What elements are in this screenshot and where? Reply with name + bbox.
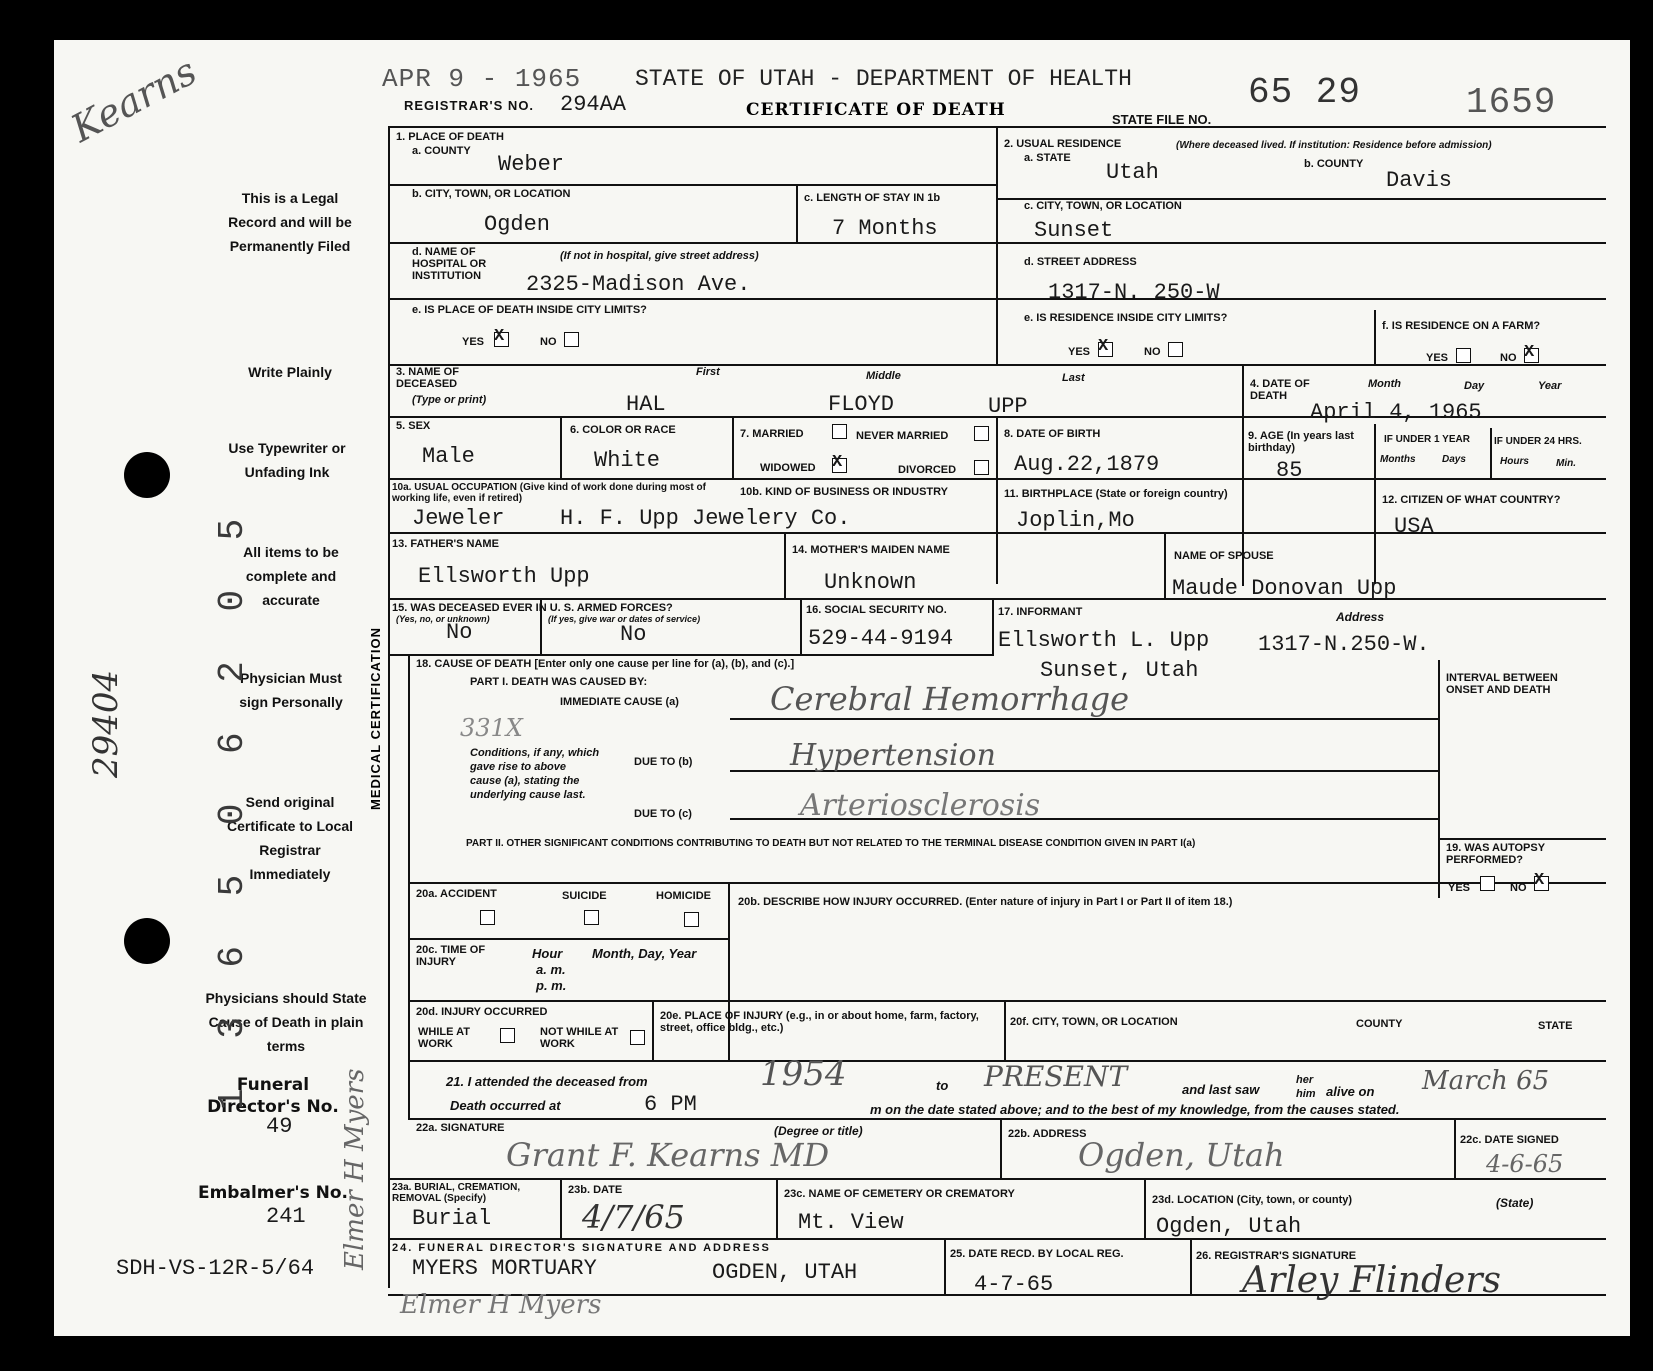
- punch-hole-top: [124, 452, 170, 498]
- file-no-b: 1659: [1466, 82, 1557, 123]
- date-of-death: April 4, 1965: [1310, 400, 1482, 425]
- death-inside-yes-checkbox: X: [494, 332, 509, 347]
- margin-typewriter-note: Use Typewriter or Unfading Ink: [228, 440, 346, 480]
- armed-forces: No: [446, 620, 473, 645]
- while-at-work-checkbox: [500, 1028, 515, 1043]
- margin-legal-note: This is a Legal Record and will be Permanently Filed: [228, 190, 352, 254]
- residence-inside-no-checkbox: [1168, 342, 1183, 357]
- margin-write-note: Write Plainly: [248, 364, 332, 380]
- date-received: 4-7-65: [974, 1272, 1054, 1297]
- disposition-type: Burial: [412, 1206, 492, 1231]
- occupation: Jeweler: [412, 506, 505, 531]
- due-to-b: Hypertension: [790, 738, 996, 773]
- cemetery-location: Ogden, Utah: [1156, 1214, 1302, 1239]
- autopsy-yes-checkbox: [1480, 876, 1495, 891]
- last-seen-alive: March 65: [1422, 1066, 1550, 1096]
- punch-hole-bottom: [124, 918, 170, 964]
- physician-address: Ogden, Utah: [1078, 1136, 1285, 1174]
- margin-send-note: Send original Certificate to Local Registrar Immediately: [226, 794, 354, 882]
- hospital-address: 2325-Madison Ave.: [526, 272, 751, 297]
- embalmer-signature: Elmer H Myers: [340, 1068, 370, 1270]
- state-title: STATE OF UTAH - DEPARTMENT OF HEALTH: [635, 66, 1132, 92]
- immediate-cause: Cerebral Hemorrhage: [770, 680, 1130, 718]
- not-at-work-checkbox: [630, 1030, 645, 1045]
- residence-street: 1317-N. 250-W: [1048, 280, 1220, 305]
- residence-label: 2. USUAL RESIDENCE: [1004, 138, 1122, 150]
- registrar-no: 294AA: [560, 92, 627, 117]
- funeral-home: MYERS MORTUARY: [412, 1256, 597, 1281]
- attended-to: PRESENT: [984, 1060, 1128, 1093]
- deceased-name-label: 3. NAME OF DECEASED: [396, 366, 459, 390]
- informant-name: Ellsworth L. Upp: [998, 628, 1210, 653]
- spouse-name: Maude Donovan Upp: [1172, 576, 1397, 601]
- embalmer-no: 241: [266, 1204, 306, 1229]
- residence-city: Sunset: [1034, 218, 1114, 243]
- cemetery-name: Mt. View: [798, 1210, 904, 1235]
- funeral-director-signature: Elmer H Myers: [400, 1290, 602, 1320]
- medical-certification-label: MEDICAL CERTIFICATION: [368, 626, 383, 810]
- never-married-checkbox: [974, 426, 989, 441]
- registrar-signature: Arley Flinders: [1242, 1260, 1502, 1301]
- due-to-c: Arteriosclerosis: [800, 788, 1041, 823]
- birthplace: Joplin,Mo: [1016, 508, 1135, 533]
- registrar-label: REGISTRAR'S NO.: [404, 98, 535, 113]
- disposition-date: 4/7/65: [582, 1198, 685, 1236]
- margin-items-note: All items to be complete and accurate: [243, 544, 339, 608]
- deceased-middle-name: FLOYD: [828, 392, 895, 417]
- accident-checkbox: [480, 910, 495, 925]
- citizenship: USA: [1394, 514, 1434, 539]
- death-inside-no-checkbox: [564, 332, 579, 347]
- farm-yes-checkbox: [1456, 348, 1471, 363]
- margin-physician-note: Physician Must sign Personally: [239, 670, 343, 710]
- date-stamp: APR 9 - 1965: [382, 64, 582, 94]
- certificate-title: CERTIFICATE OF DEATH: [746, 100, 1006, 120]
- father-name: Ellsworth Upp: [418, 564, 590, 589]
- vertical-handwritten-number: 29404: [86, 669, 126, 778]
- sex: Male: [422, 444, 475, 469]
- informant-city: Sunset, Utah: [1040, 658, 1199, 683]
- mother-maiden-name: Unknown: [824, 570, 917, 595]
- business: H. F. Upp Jewelery Co.: [560, 506, 851, 531]
- social-security-no: 529-44-9194: [808, 626, 954, 651]
- death-city: Ogden: [484, 212, 551, 237]
- length-of-stay: 7 Months: [832, 216, 938, 241]
- margin-handwritten-name: Kearns: [64, 48, 204, 151]
- informant-address: 1317-N.250-W.: [1258, 632, 1430, 657]
- form-number: SDH-VS-12R-5/64: [116, 1256, 315, 1281]
- autopsy-no-checkbox: X: [1534, 876, 1549, 891]
- time-of-death: 6 PM: [644, 1092, 697, 1117]
- war-service: No: [620, 622, 647, 647]
- date-of-birth: Aug.22,1879: [1014, 452, 1160, 477]
- vertical-stamp-number: 1 3 6 5 0 6 2 0 5: [212, 504, 253, 1110]
- suicide-checkbox: [584, 910, 599, 925]
- state-file-label: STATE FILE NO.: [1112, 112, 1212, 127]
- widowed-checkbox: X: [832, 458, 847, 473]
- place-of-death-label: 1. PLACE OF DEATH: [396, 131, 504, 143]
- funeral-director-no: 49: [266, 1114, 293, 1139]
- age: 85: [1276, 458, 1303, 483]
- embalmer-label: Embalmer's No.: [197, 1183, 349, 1203]
- divorced-checkbox: [974, 460, 989, 475]
- form-left-border: [388, 126, 390, 1288]
- physician-signature: Grant F. Kearns MD: [506, 1136, 830, 1174]
- race: White: [594, 448, 661, 473]
- residence-inside-yes-checkbox: X: [1098, 342, 1113, 357]
- residence-state: Utah: [1106, 160, 1159, 185]
- cause-code: 331X: [460, 714, 523, 742]
- margin-cause-note: Physicians should State Cause of Death in plain terms: [205, 990, 367, 1054]
- deceased-first-name: HAL: [626, 392, 666, 417]
- death-county: Weber: [498, 152, 565, 177]
- married-checkbox: [832, 424, 847, 439]
- homicide-checkbox: [684, 912, 699, 927]
- funeral-director-label: Funeral Director's No.: [207, 1075, 339, 1117]
- funeral-home-city: OGDEN, UTAH: [712, 1260, 858, 1285]
- date-signed: 4-6-65: [1486, 1150, 1564, 1178]
- file-no-a: 65 29: [1248, 72, 1362, 113]
- farm-no-checkbox: X: [1524, 348, 1539, 363]
- residence-county: Davis: [1386, 168, 1453, 193]
- deceased-last-name: UPP: [988, 394, 1028, 419]
- attended-from: 1954: [760, 1054, 847, 1094]
